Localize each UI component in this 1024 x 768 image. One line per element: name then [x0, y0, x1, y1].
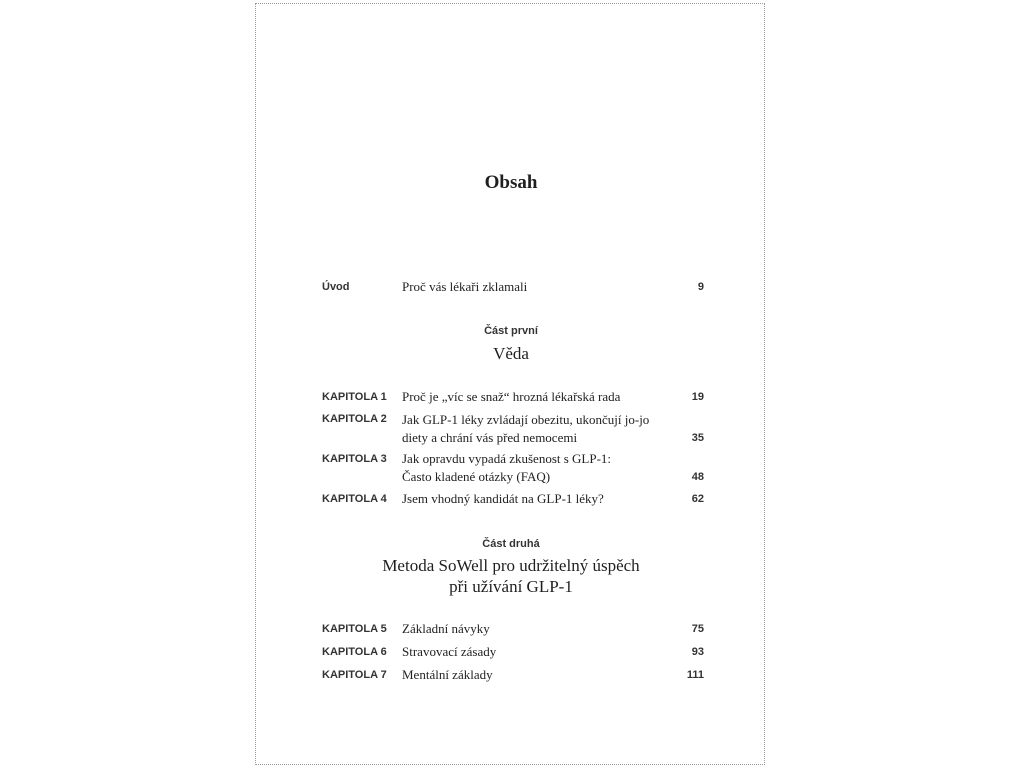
page-title: Obsah: [484, 172, 538, 193]
toc-entry-label: Úvod: [322, 281, 350, 293]
toc-entry-title: Jsem vhodný kandidát na GLP-1 léky?: [402, 491, 604, 506]
toc-entry-title-line: Často kladené otázky (FAQ): [402, 469, 551, 484]
toc-entry-page: 111: [686, 669, 704, 681]
toc-entry-page: 19: [691, 391, 704, 403]
toc-entry-title-line: Jak opravdu vypadá zkušenost s GLP-1:: [402, 451, 612, 466]
toc-entry-label: KAPITOLA 4: [322, 493, 387, 505]
toc-entry-title: Proč vás lékaři zklamali: [402, 279, 528, 294]
part-title-line: při užívání GLP-1: [449, 577, 573, 596]
part-label: Část druhá: [482, 538, 540, 550]
toc-entry-title: Proč je „víc se snaž“ hrozná lékařská rada: [402, 389, 621, 404]
toc-entry-title-line: diety a chrání vás před nemocemi: [402, 430, 578, 445]
toc-entry-title: Mentální základy: [402, 667, 493, 682]
toc-entry-label: KAPITOLA 6: [322, 646, 387, 658]
toc-entry-page: 35: [691, 432, 704, 444]
toc-entry-page: 9: [697, 281, 704, 293]
book-page: [255, 3, 765, 765]
toc-entry-page: 93: [691, 646, 704, 658]
part-title-line: Metoda SoWell pro udržitelný úspěch: [382, 556, 640, 575]
toc-entry-label: KAPITOLA 2: [322, 413, 387, 425]
part-label: Část první: [484, 325, 538, 337]
part-title: Věda: [493, 344, 529, 363]
toc-entry-label: KAPITOLA 7: [322, 669, 387, 681]
toc-entry-title: Stravovací zásady: [402, 644, 497, 659]
toc-entry-label: KAPITOLA 3: [322, 453, 387, 465]
toc-entry-title: Základní návyky: [402, 621, 490, 636]
toc-entry-label: KAPITOLA 5: [322, 623, 387, 635]
toc-entry-label: KAPITOLA 1: [322, 391, 387, 403]
toc-entry-title-line: Jak GLP-1 léky zvládají obezitu, ukončují jo-jo: [402, 412, 650, 427]
toc-entry-page: 48: [691, 471, 704, 483]
toc-entry-page: 75: [691, 623, 704, 635]
toc-entry-page: 62: [691, 493, 704, 505]
